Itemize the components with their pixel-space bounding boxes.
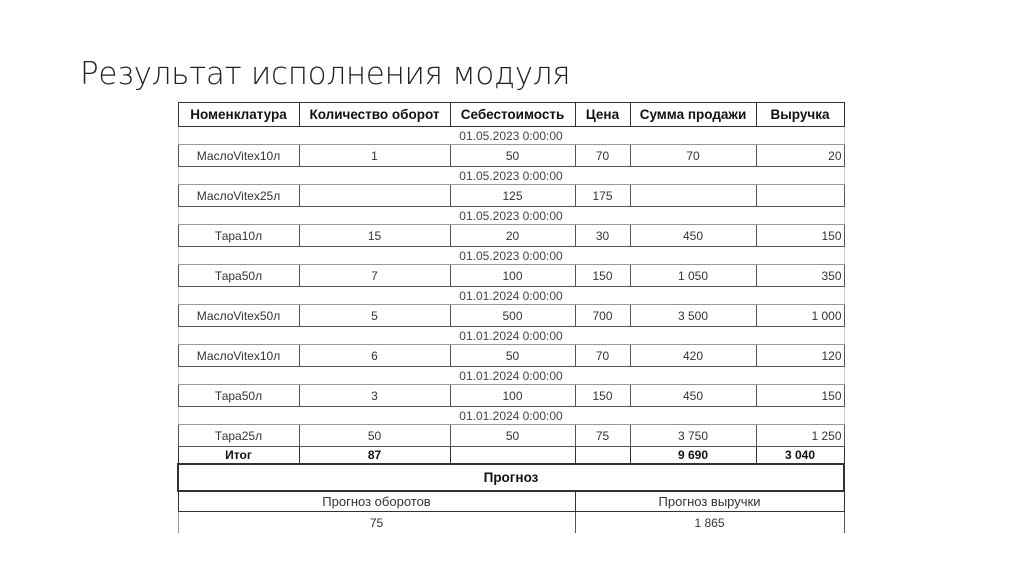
date-cell: 01.01.2024 0:00:00	[178, 327, 844, 345]
cell-nomenclature: Тара25л	[178, 425, 299, 447]
date-cell: 01.05.2023 0:00:00	[178, 207, 844, 225]
header-revenue: Выручка	[756, 103, 844, 127]
cell-cost: 20	[450, 225, 575, 247]
table-row	[178, 345, 844, 367]
cell-sales-sum	[630, 185, 756, 207]
cell-quantity: 5	[299, 305, 450, 327]
results-table	[177, 102, 845, 533]
date-cell: 01.05.2023 0:00:00	[178, 167, 844, 185]
cell-quantity: 3	[299, 385, 450, 407]
slide-title: Результат исполнения модуля	[80, 56, 571, 92]
cell-price: 175	[575, 185, 630, 207]
header-row	[178, 103, 844, 127]
cell-revenue: 150	[756, 225, 844, 247]
cell-revenue: 1 250	[756, 425, 844, 447]
table-row	[178, 225, 844, 247]
cell-sales-sum: 420	[630, 345, 756, 367]
date-row	[178, 167, 844, 185]
forecast-revenue-value: 1 865	[575, 512, 844, 534]
cell-cost: 50	[450, 145, 575, 167]
cell-quantity: 7	[299, 265, 450, 287]
total-label: Итог	[178, 447, 299, 465]
cell-nomenclature: МаслоVitex10л	[178, 345, 299, 367]
date-row	[178, 407, 844, 425]
cell-price: 30	[575, 225, 630, 247]
forecast-revenue-label: Прогноз выручки	[575, 491, 844, 512]
cell-price: 700	[575, 305, 630, 327]
cell-cost: 50	[450, 345, 575, 367]
cell-quantity: 6	[299, 345, 450, 367]
header-nomenclature: Номенклатура	[178, 103, 299, 127]
forecast-turnover-value: 75	[178, 512, 575, 534]
cell-sales-sum: 3 750	[630, 425, 756, 447]
cell-cost: 100	[450, 265, 575, 287]
cell-revenue: 20	[756, 145, 844, 167]
header-quantity: Количество оборот	[299, 103, 450, 127]
cell-revenue: 1 000	[756, 305, 844, 327]
total-revenue: 3 040	[756, 447, 844, 465]
date-row	[178, 287, 844, 305]
forecast-value-row	[178, 512, 844, 534]
cell-cost: 500	[450, 305, 575, 327]
forecast-title: Прогноз	[178, 464, 844, 491]
date-row	[178, 127, 844, 145]
date-cell: 01.01.2024 0:00:00	[178, 407, 844, 425]
total-row	[178, 447, 844, 465]
table-row	[178, 385, 844, 407]
table-row	[178, 145, 844, 167]
date-row	[178, 207, 844, 225]
date-row	[178, 327, 844, 345]
cell-price: 70	[575, 145, 630, 167]
total-cost	[450, 447, 575, 465]
cell-quantity: 50	[299, 425, 450, 447]
header-price: Цена	[575, 103, 630, 127]
table-row	[178, 265, 844, 287]
total-sales-sum: 9 690	[630, 447, 756, 465]
cell-cost: 100	[450, 385, 575, 407]
date-row	[178, 247, 844, 265]
table-row	[178, 185, 844, 207]
cell-price: 150	[575, 385, 630, 407]
cell-sales-sum: 1 050	[630, 265, 756, 287]
cell-nomenclature: МаслоVitex10л	[178, 145, 299, 167]
forecast-turnover-label: Прогноз оборотов	[178, 491, 575, 512]
cell-nomenclature: Тара10л	[178, 225, 299, 247]
date-cell: 01.01.2024 0:00:00	[178, 287, 844, 305]
header-sales-sum: Сумма продажи	[630, 103, 756, 127]
cell-price: 70	[575, 345, 630, 367]
cell-revenue: 150	[756, 385, 844, 407]
cell-cost: 50	[450, 425, 575, 447]
total-quantity: 87	[299, 447, 450, 465]
cell-nomenclature: Тара50л	[178, 265, 299, 287]
forecast-title-row	[178, 464, 844, 491]
cell-sales-sum: 70	[630, 145, 756, 167]
date-cell: 01.01.2024 0:00:00	[178, 367, 844, 385]
cell-price: 75	[575, 425, 630, 447]
date-cell: 01.05.2023 0:00:00	[178, 247, 844, 265]
cell-nomenclature: МаслоVitex25л	[178, 185, 299, 207]
cell-sales-sum: 450	[630, 225, 756, 247]
cell-quantity	[299, 185, 450, 207]
cell-quantity: 15	[299, 225, 450, 247]
cell-revenue	[756, 185, 844, 207]
date-row	[178, 367, 844, 385]
table-row	[178, 425, 844, 447]
cell-nomenclature: МаслоVitex50л	[178, 305, 299, 327]
table-row	[178, 305, 844, 327]
forecast-header-row	[178, 491, 844, 512]
cell-cost: 125	[450, 185, 575, 207]
cell-sales-sum: 450	[630, 385, 756, 407]
cell-nomenclature: Тара50л	[178, 385, 299, 407]
cell-sales-sum: 3 500	[630, 305, 756, 327]
cell-revenue: 120	[756, 345, 844, 367]
header-cost: Себестоимость	[450, 103, 575, 127]
cell-price: 150	[575, 265, 630, 287]
date-cell: 01.05.2023 0:00:00	[178, 127, 844, 145]
cell-revenue: 350	[756, 265, 844, 287]
total-price	[575, 447, 630, 465]
cell-quantity: 1	[299, 145, 450, 167]
